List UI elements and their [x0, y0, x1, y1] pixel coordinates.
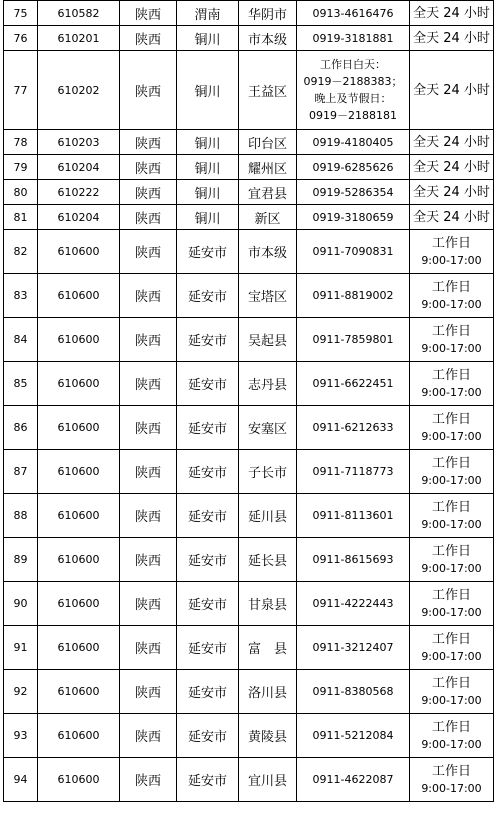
- city: 铜川: [177, 205, 239, 230]
- row-number: 93: [4, 714, 38, 758]
- area-code: 610582: [38, 1, 120, 26]
- row-number: 77: [4, 51, 38, 130]
- district: 宜君县: [239, 180, 297, 205]
- service-hours: [410, 582, 494, 626]
- row-number: 86: [4, 406, 38, 450]
- district: 黄陵县: [239, 714, 297, 758]
- district: 华阴市: [239, 1, 297, 26]
- table-row: [4, 130, 494, 155]
- province: 陕西: [120, 318, 177, 362]
- city: 延安市: [177, 318, 239, 362]
- service-hours: [410, 51, 494, 130]
- table-row: [4, 450, 494, 494]
- service-hours: [410, 130, 494, 155]
- city: 延安市: [177, 406, 239, 450]
- province: 陕西: [120, 758, 177, 802]
- phone-number: 0911-7118773: [297, 450, 410, 494]
- province: 陕西: [120, 274, 177, 318]
- district: 富 县: [239, 626, 297, 670]
- district: 吴起县: [239, 318, 297, 362]
- service-hours: [410, 274, 494, 318]
- phone-number: 0919-6285626: [297, 155, 410, 180]
- hours-line: 9:00-17:00: [421, 605, 482, 619]
- hours-line: 工作日: [431, 543, 471, 559]
- city: 铜川: [177, 130, 239, 155]
- province: 陕西: [120, 450, 177, 494]
- city: 延安市: [177, 362, 239, 406]
- district: 延川县: [239, 494, 297, 538]
- hours-line: 工作日: [431, 499, 471, 515]
- area-code: 610222: [38, 180, 120, 205]
- table-row: [4, 758, 494, 802]
- hours-line: 全天 24 小时: [413, 30, 490, 46]
- row-number: 92: [4, 670, 38, 714]
- hours-line: 全天 24 小时: [413, 5, 490, 21]
- area-code: 610600: [38, 758, 120, 802]
- province: 陕西: [120, 155, 177, 180]
- phone-number: 0911-8819002: [297, 274, 410, 318]
- hours-line: 全天 24 小时: [413, 209, 490, 225]
- phone-number: 0911-8380568: [297, 670, 410, 714]
- row-number: 76: [4, 26, 38, 51]
- area-code: 610600: [38, 450, 120, 494]
- district: 王益区: [239, 51, 297, 130]
- city: 延安市: [177, 670, 239, 714]
- row-number: 82: [4, 230, 38, 274]
- province: 陕西: [120, 714, 177, 758]
- phone-line: 0919－2188383；: [303, 75, 403, 88]
- province: 陕西: [120, 406, 177, 450]
- area-code: 610202: [38, 51, 120, 130]
- service-hours: [410, 538, 494, 582]
- service-hours: [410, 714, 494, 758]
- hours-line: 工作日: [431, 323, 471, 339]
- service-hours: [410, 450, 494, 494]
- phone-line: 工作日白天：: [320, 58, 386, 71]
- hours-line: 9:00-17:00: [421, 297, 482, 311]
- district: 延长县: [239, 538, 297, 582]
- phone-number: 0913-4616476: [297, 1, 410, 26]
- area-code: 610203: [38, 130, 120, 155]
- table-row: [4, 205, 494, 230]
- service-hours: [410, 26, 494, 51]
- service-hours: [410, 758, 494, 802]
- hours-line: 9:00-17:00: [421, 253, 482, 267]
- table-row: [4, 155, 494, 180]
- province: 陕西: [120, 670, 177, 714]
- hours-line: 9:00-17:00: [421, 737, 482, 751]
- row-number: 87: [4, 450, 38, 494]
- table-row: [4, 1, 494, 26]
- district: 市本级: [239, 26, 297, 51]
- hours-line: 工作日: [431, 587, 471, 603]
- area-code: 610600: [38, 670, 120, 714]
- hours-line: 9:00-17:00: [421, 385, 482, 399]
- row-number: 85: [4, 362, 38, 406]
- city: 延安市: [177, 230, 239, 274]
- table-row: [4, 26, 494, 51]
- phone-number: 0911-6622451: [297, 362, 410, 406]
- district: 志丹县: [239, 362, 297, 406]
- area-code: 610600: [38, 362, 120, 406]
- phone-number: 0911-8113601: [297, 494, 410, 538]
- table-row: [4, 362, 494, 406]
- table-row: [4, 582, 494, 626]
- table-row: [4, 406, 494, 450]
- phone-number: 0911-4222443: [297, 582, 410, 626]
- phone-number: 0919-4180405: [297, 130, 410, 155]
- hours-line: 工作日: [431, 235, 471, 251]
- hours-line: 工作日: [431, 719, 471, 735]
- hours-line: 9:00-17:00: [421, 473, 482, 487]
- district: 市本级: [239, 230, 297, 274]
- area-code: 610600: [38, 274, 120, 318]
- district: 宜川县: [239, 758, 297, 802]
- district: 甘泉县: [239, 582, 297, 626]
- service-hours: [410, 406, 494, 450]
- table-row: [4, 494, 494, 538]
- phone-number: 0911-7859801: [297, 318, 410, 362]
- hours-line: 工作日: [431, 411, 471, 427]
- city: 延安市: [177, 538, 239, 582]
- service-hours: [410, 230, 494, 274]
- district: 宝塔区: [239, 274, 297, 318]
- city: 延安市: [177, 274, 239, 318]
- province: 陕西: [120, 362, 177, 406]
- hours-line: 9:00-17:00: [421, 781, 482, 795]
- area-code: 610600: [38, 538, 120, 582]
- service-hours: [410, 670, 494, 714]
- hours-line: 工作日: [431, 763, 471, 779]
- table-row: [4, 51, 494, 130]
- phone-line: 晚上及节假日：: [314, 92, 392, 105]
- province: 陕西: [120, 582, 177, 626]
- service-hours: [410, 494, 494, 538]
- table-row: [4, 714, 494, 758]
- province: 陕西: [120, 205, 177, 230]
- hours-line: 9:00-17:00: [421, 561, 482, 575]
- district: 安塞区: [239, 406, 297, 450]
- hours-line: 全天 24 小时: [413, 159, 490, 175]
- district: 新区: [239, 205, 297, 230]
- province: 陕西: [120, 230, 177, 274]
- city: 延安市: [177, 494, 239, 538]
- hours-line: 工作日: [431, 367, 471, 383]
- table-row: [4, 626, 494, 670]
- area-code: 610600: [38, 626, 120, 670]
- phone-line: 0919－2188181: [309, 109, 397, 122]
- province: 陕西: [120, 26, 177, 51]
- hours-line: 全天 24 小时: [413, 184, 490, 200]
- phone-number: 0911-3212407: [297, 626, 410, 670]
- table-row: [4, 538, 494, 582]
- area-code: 610600: [38, 318, 120, 362]
- city: 渭南: [177, 1, 239, 26]
- district: 洛川县: [239, 670, 297, 714]
- province: 陕西: [120, 1, 177, 26]
- row-number: 89: [4, 538, 38, 582]
- province: 陕西: [120, 130, 177, 155]
- row-number: 75: [4, 1, 38, 26]
- area-code: 610600: [38, 582, 120, 626]
- row-number: 80: [4, 180, 38, 205]
- province: 陕西: [120, 626, 177, 670]
- table-row: [4, 318, 494, 362]
- phone-number: [297, 51, 410, 130]
- city: 延安市: [177, 450, 239, 494]
- district: 耀州区: [239, 155, 297, 180]
- city: 铜川: [177, 51, 239, 130]
- service-hours: [410, 205, 494, 230]
- area-code: 610600: [38, 406, 120, 450]
- row-number: 83: [4, 274, 38, 318]
- city: 铜川: [177, 180, 239, 205]
- city: 延安市: [177, 714, 239, 758]
- service-hours: [410, 626, 494, 670]
- city: 铜川: [177, 155, 239, 180]
- area-code: 610201: [38, 26, 120, 51]
- hours-line: 9:00-17:00: [421, 517, 482, 531]
- service-hours: [410, 155, 494, 180]
- row-number: 88: [4, 494, 38, 538]
- table-row: [4, 180, 494, 205]
- area-code: 610600: [38, 494, 120, 538]
- phone-number: 0911-5212084: [297, 714, 410, 758]
- row-number: 90: [4, 582, 38, 626]
- area-code: 610204: [38, 155, 120, 180]
- table-row: [4, 230, 494, 274]
- row-number: 79: [4, 155, 38, 180]
- phone-number: 0919-3180659: [297, 205, 410, 230]
- service-hours: [410, 180, 494, 205]
- area-code: 610600: [38, 230, 120, 274]
- phone-number: 0919-5286354: [297, 180, 410, 205]
- district: 子长市: [239, 450, 297, 494]
- hours-line: 9:00-17:00: [421, 429, 482, 443]
- phone-number: 0911-7090831: [297, 230, 410, 274]
- table-body: [4, 1, 494, 802]
- service-hours: [410, 362, 494, 406]
- hours-line: 工作日: [431, 279, 471, 295]
- district: 印台区: [239, 130, 297, 155]
- province: 陕西: [120, 538, 177, 582]
- phone-number: 0911-8615693: [297, 538, 410, 582]
- hours-line: 9:00-17:00: [421, 341, 482, 355]
- area-code: 610204: [38, 205, 120, 230]
- hours-line: 工作日: [431, 455, 471, 471]
- province: 陕西: [120, 494, 177, 538]
- hours-line: 工作日: [431, 631, 471, 647]
- hours-line: 9:00-17:00: [421, 649, 482, 663]
- row-number: 84: [4, 318, 38, 362]
- phone-number: 0911-4622087: [297, 758, 410, 802]
- city: 延安市: [177, 626, 239, 670]
- phone-number: 0911-6212633: [297, 406, 410, 450]
- city: 延安市: [177, 582, 239, 626]
- area-code: 610600: [38, 714, 120, 758]
- hours-line: 9:00-17:00: [421, 693, 482, 707]
- city: 延安市: [177, 758, 239, 802]
- service-hours: [410, 318, 494, 362]
- phone-number: 0919-3181881: [297, 26, 410, 51]
- hours-line: 工作日: [431, 675, 471, 691]
- row-number: 91: [4, 626, 38, 670]
- city: 铜川: [177, 26, 239, 51]
- hotline-table: [3, 0, 494, 802]
- table-row: [4, 670, 494, 714]
- table-row: [4, 274, 494, 318]
- hours-line: 全天 24 小时: [413, 82, 490, 98]
- service-hours: [410, 1, 494, 26]
- province: 陕西: [120, 51, 177, 130]
- province: 陕西: [120, 180, 177, 205]
- row-number: 78: [4, 130, 38, 155]
- row-number: 94: [4, 758, 38, 802]
- row-number: 81: [4, 205, 38, 230]
- hours-line: 全天 24 小时: [413, 134, 490, 150]
